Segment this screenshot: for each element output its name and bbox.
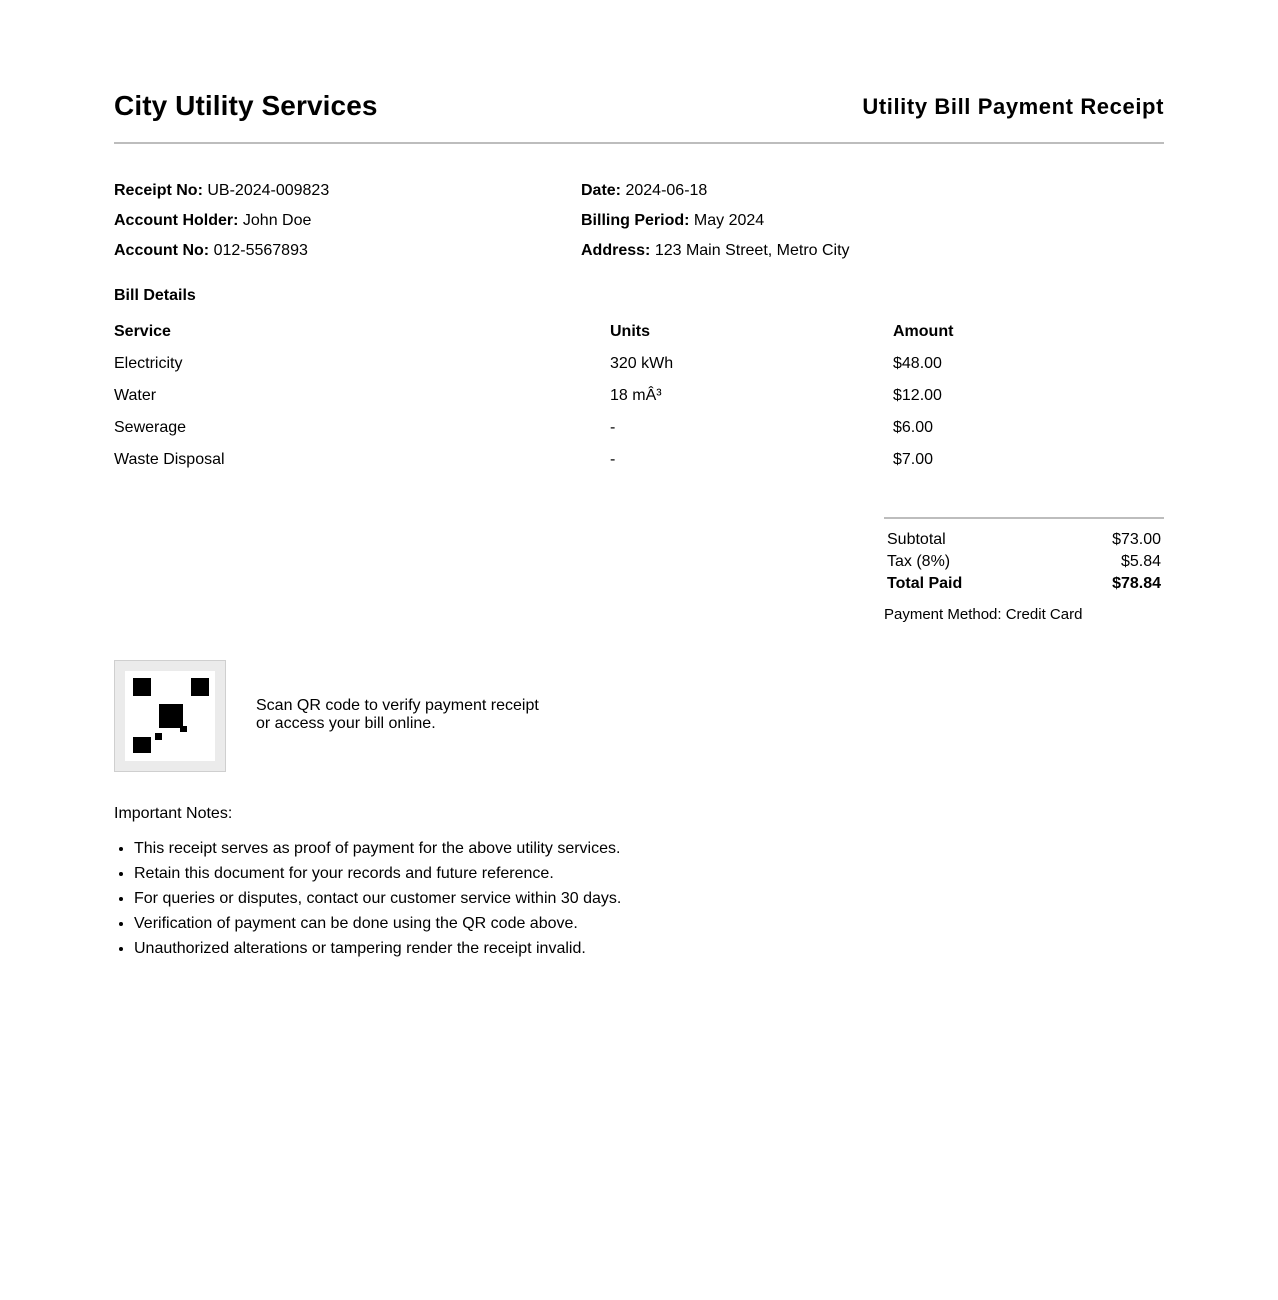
units-cell: -	[610, 451, 616, 468]
totals-box	[884, 517, 1164, 597]
qr-module	[133, 737, 151, 753]
total-paid-label: Total Paid	[887, 575, 963, 592]
account-number: 012-5567893	[213, 242, 308, 259]
qr-caption-line: or access your bill online.	[256, 715, 436, 732]
service-cell: Water	[114, 387, 157, 404]
table-row	[114, 413, 1164, 445]
billing-period-row	[581, 206, 850, 236]
bill-table	[114, 317, 1164, 477]
billing-period: May 2024	[693, 212, 765, 229]
account-holder-row	[114, 206, 329, 236]
amount-cell: $7.00	[893, 451, 934, 468]
subtotal-value: $73.00	[1112, 531, 1161, 548]
column-header-amount: Amount	[893, 323, 954, 340]
amount-cell: $48.00	[893, 355, 942, 372]
list-item: • Retain this document for your records and future reference.	[134, 861, 621, 886]
tax-label: Tax (8%)	[887, 553, 951, 570]
tax-value: $5.84	[1120, 553, 1161, 570]
notes-list	[114, 836, 621, 961]
list-item: • For queries or disputes, contact our customer service within 30 days.	[134, 886, 621, 911]
service-cell: Sewerage	[114, 419, 187, 436]
table-row	[114, 381, 1164, 413]
tax-row	[884, 553, 1164, 575]
account-holder: John Doe	[242, 212, 312, 229]
receipt-number-label: Receipt No:	[114, 182, 203, 199]
units-cell: -	[610, 419, 616, 436]
qr-caption	[256, 697, 556, 733]
qr-code-icon[interactable]	[114, 660, 226, 772]
subtotal-label: Subtotal	[887, 531, 946, 548]
address-row	[581, 236, 850, 266]
qr-module	[159, 704, 183, 728]
document-title: Utility Bill Payment Receipt	[862, 94, 1164, 119]
total-paid-row	[884, 575, 1164, 597]
qr-module	[155, 733, 162, 740]
units-cell: 320 kWh	[610, 355, 674, 372]
receipt-number-row	[114, 176, 329, 206]
address: 123 Main Street, Metro City	[654, 242, 850, 259]
total-paid-value: $78.84	[1112, 575, 1161, 592]
billing-period-label: Billing Period:	[581, 212, 690, 229]
qr-module	[191, 678, 209, 696]
receipt-info-right	[581, 176, 850, 266]
bill-details-title: Bill Details	[114, 287, 196, 304]
list-item: • This receipt serves as proof of payment for the above utility services.	[134, 836, 621, 861]
table-row	[114, 349, 1164, 381]
table-row	[114, 445, 1164, 477]
qr-caption-line: Scan QR code to verify payment receipt	[256, 697, 539, 714]
account-holder-label: Account Holder:	[114, 212, 239, 229]
account-number-row	[114, 236, 329, 266]
qr-module	[180, 726, 187, 732]
company-name: City Utility Services	[114, 90, 378, 121]
notes-title: Important Notes:	[114, 805, 233, 822]
payment-method: Payment Method: Credit Card	[884, 606, 1083, 623]
date-row	[581, 176, 850, 206]
date-value: 2024-06-18	[625, 182, 708, 199]
amount-cell: $6.00	[893, 419, 934, 436]
column-header-service: Service	[114, 323, 171, 340]
receipt-info-left	[114, 176, 329, 266]
service-cell: Waste Disposal	[114, 451, 225, 468]
amount-cell: $12.00	[893, 387, 942, 404]
subtotal-row	[884, 531, 1164, 553]
list-item: • Unauthorized alterations or tampering render the receipt invalid.	[134, 936, 621, 961]
qr-code-pattern	[125, 671, 215, 761]
receipt-number: UB-2024-009823	[207, 182, 330, 199]
column-header-units: Units	[610, 323, 650, 340]
date-label: Date:	[581, 182, 622, 199]
receipt-header	[114, 88, 1164, 144]
bill-table-header	[114, 317, 1164, 349]
list-item: • Verification of payment can be done using the QR code above.	[134, 911, 621, 936]
service-cell: Electricity	[114, 355, 183, 372]
address-label: Address:	[581, 242, 651, 259]
units-cell: 18 mÂ³	[610, 387, 662, 404]
account-number-label: Account No:	[114, 242, 210, 259]
qr-module	[133, 678, 151, 696]
